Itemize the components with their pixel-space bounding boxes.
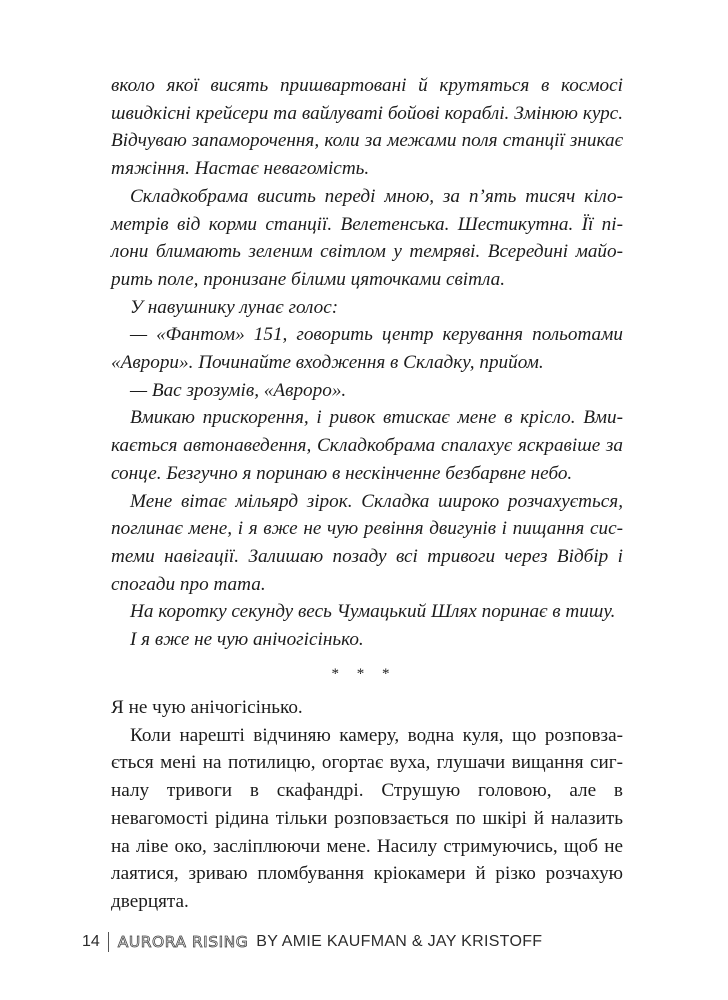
paragraph: Мене вітає мільярд зірок. Складка широко розчахується, поглинає мене, і я вже не чую ревіння двигунів і пищання системи навігації. Залишаю позаду всі тривоги через Відбір і спогади про тата. (111, 490, 623, 595)
paragraph: Складкобрама висить переді мною, за п’ять тисяч кілометрів від корми станції. Велетенська. Шестикутна. Її пілони блимають зеленим світлом у темряві. Всередині майорить поле, пронизане білими цяточками світла. (111, 185, 623, 290)
paragraph: На коротку секунду весь Чумацький Шлях поринає в тишу. (130, 601, 616, 623)
italic-text-section (111, 72, 623, 654)
paragraph: — Вас зрозумів, «Авроро». (130, 379, 347, 401)
page-number: 14 (82, 933, 100, 950)
paragraph: Коли нарешті відчиняю камеру, водна куля, що розповзається мені на потилицю, огортає вуха, глушачи вищання сигналу тривоги в скафандрі. Струшую головою, але в невагомості рідина тільки розповзається по шкірі й налазить на ліве око, засліплюючи мене. Насилу стримуючись, щоб не лаятися, зриваю пломбування кріокамери й різко розчахую дверцята. (111, 724, 623, 912)
paragraph: І я вже не чую анічогісінько. (130, 629, 364, 651)
paragraph: Вмикаю прискорення, і ривок втискає мене в крісло. Вмикається автонаведення, Складкобрама спалахує яскравіше за сонце. Безгучно я поринаю в нескінченне безбарвне небо. (111, 407, 623, 484)
paragraph: У навушнику лунає голос: (130, 296, 339, 318)
paragraph: Я не чую анічогісінько. (111, 697, 303, 718)
regular-text-section (111, 694, 623, 916)
paragraph: — «Фантом» 151, говорить центр керування польотами «Аврори». Починайте входження в Складку, прийом. (111, 324, 623, 374)
paragraph: вколо якої висять пришвартовані й крутяться в космосі швидкісні крейсери та вайлуваті бойові кораблі. Змінюю курс. Відчуваю запаморочення, коли за межами поля станції зникає тяжіння. Настає невагомість. (111, 75, 623, 180)
series-title: AURORA RISING (117, 933, 249, 951)
authors: BY AMIE KAUFMAN & JAY KRISTOFF (256, 933, 543, 950)
footer-divider (108, 932, 109, 952)
section-separator: * * * (331, 666, 397, 682)
page-footer (82, 930, 682, 954)
